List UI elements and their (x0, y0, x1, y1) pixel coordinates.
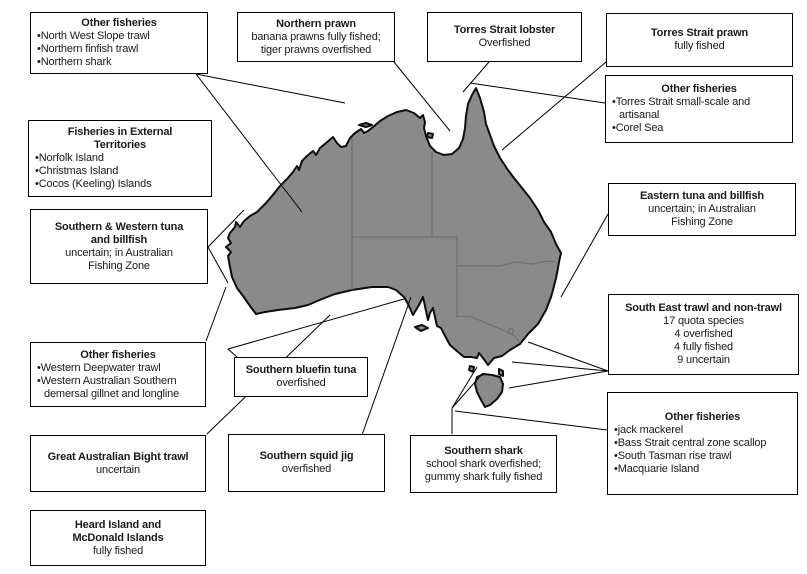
box-title: Other fisheries (661, 83, 737, 95)
box-title: South East trawl and non-trawl (625, 302, 782, 314)
leader-line (528, 342, 608, 371)
leader-line (455, 411, 607, 430)
box-bullet-item: •Macquarie Island (614, 463, 700, 475)
box-status-line: fully fished (92, 544, 144, 557)
leader-line (362, 297, 411, 435)
box-status-line: gummy shark fully fished (424, 470, 543, 483)
callout-great-australian-bight-trawl (30, 435, 206, 492)
leader-line (196, 74, 345, 103)
callout-southern-shark (410, 435, 557, 493)
box-bullet-item: •Bass Strait central zone scallop (614, 437, 767, 449)
callout-eastern-tuna-and-billfish (608, 183, 796, 236)
box-title: Other fisheries (664, 411, 741, 423)
leader-line (208, 247, 228, 283)
box-title: McDonald Islands (72, 531, 164, 544)
box-bullet-item: •Western Deepwater trawl (37, 361, 161, 374)
box-bullet-item: •Norfolk Island (35, 152, 104, 164)
box-title: Southern squid jig (259, 450, 354, 462)
australia-mainland (226, 88, 561, 365)
box-title: Fisheries in External (67, 126, 173, 138)
box-status-line: banana prawns fully fished; (251, 30, 381, 43)
box-title: Heard Island and (74, 518, 162, 531)
box-title: and billfish (90, 233, 148, 246)
callout-southern-western-tuna-billfish (30, 209, 208, 284)
flinders-island (499, 369, 503, 376)
box-status-line: overfished (281, 463, 332, 475)
box-status-line: 17 quota species (663, 315, 744, 327)
box-status-line: Fishing Zone (88, 259, 150, 272)
box-bullet-item: •Cocos (Keeling) Islands (35, 178, 152, 190)
box-bullet-item: •Northern shark (37, 56, 112, 68)
melville-island (359, 123, 372, 127)
box-bullet-item: •Corel Sea (612, 122, 664, 134)
box-bullet-item: •Western Australian Southern demersal gillnet and longline (37, 374, 180, 400)
box-status-line: 4 overfished (674, 328, 733, 340)
box-bullet-item: •South Tasman rise trawl (614, 450, 732, 462)
box-status-line: Fishing Zone (671, 216, 733, 228)
box-bullet-item: •Torres Strait small-scale and artisanal (612, 96, 751, 121)
leader-line (452, 367, 477, 434)
callout-other-fisheries-torres-strait (605, 75, 793, 143)
box-status-line: 9 uncertain (677, 354, 730, 366)
box-status-line: uncertain (96, 463, 140, 476)
leader-line (512, 362, 608, 371)
leader-line (509, 371, 608, 388)
callout-other-fisheries-southeast (607, 392, 798, 495)
box-title: Great Australian Bight trawl (47, 450, 189, 463)
box-bullet-item: •Christmas Island (35, 165, 119, 177)
leader-line (502, 62, 606, 150)
box-bullet-item: •North West Slope trawl (37, 30, 150, 42)
groote-eylandt (427, 133, 433, 138)
kangaroo-island (415, 325, 428, 331)
box-status-line: fully fished (674, 40, 725, 52)
callout-south-east-trawl (608, 294, 799, 375)
callout-other-fisheries-western (30, 342, 206, 407)
box-status-line: 4 fully fished (673, 341, 734, 353)
king-island (469, 366, 474, 372)
box-bullet-item: •Northern finfish trawl (37, 43, 139, 55)
box-title: Other fisheries (80, 348, 156, 361)
leader-line (470, 83, 605, 103)
box-title: Eastern tuna and billfish (640, 190, 764, 202)
leader-line (206, 287, 226, 341)
callout-southern-squid-jig (228, 434, 385, 492)
callout-heard-island-mcdonald-islands (30, 510, 206, 566)
callout-northern-prawn (237, 12, 395, 62)
box-bullet-item: •jack mackerel (614, 424, 683, 436)
box-title: Torres Strait lobster (453, 24, 556, 36)
box-title: Southern bluefin tuna (245, 364, 357, 376)
callout-torres-strait-lobster (427, 12, 582, 62)
leader-line (561, 214, 608, 297)
callout-southern-bluefin-tuna (234, 357, 368, 397)
box-status-line: Overfished (478, 37, 531, 49)
tasmania (475, 374, 503, 407)
box-title: Torres Strait prawn (650, 27, 749, 39)
box-title: Other fisheries (81, 17, 157, 29)
box-title: Northern prawn (276, 17, 356, 30)
callout-other-fisheries-northwest (30, 12, 208, 74)
box-title: Territories (94, 139, 146, 151)
box-status-line: uncertain; in Australian (648, 203, 756, 215)
box-status-line: school shark overfished; (425, 457, 541, 470)
box-status-line: tiger prawns overfished (260, 43, 372, 56)
box-title: Southern & Western tuna (54, 220, 184, 233)
callout-fisheries-external-territories (28, 120, 212, 197)
box-status-line: uncertain; in Australian (65, 246, 173, 259)
callout-torres-strait-prawn (606, 13, 793, 67)
box-status-line: overfished (276, 377, 326, 389)
box-title: Southern shark (444, 444, 523, 457)
